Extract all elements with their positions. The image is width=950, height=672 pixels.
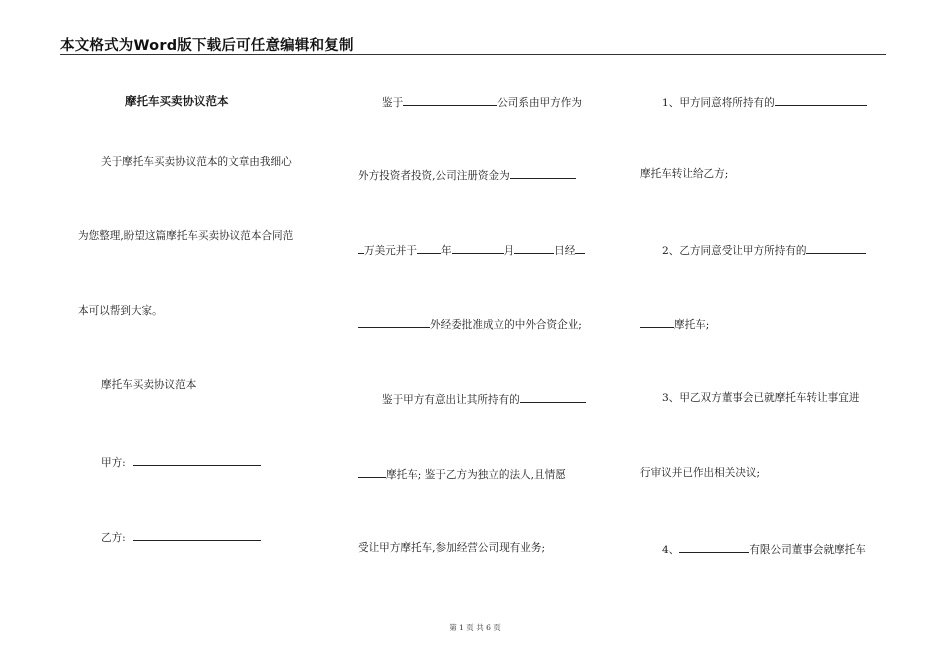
party-a-line: [101, 454, 261, 470]
text-segment: 有限公司董事会就摩托车: [749, 544, 866, 556]
accept-blank: [806, 242, 866, 254]
text-segment: 年: [440, 245, 452, 257]
month-blank: [452, 242, 504, 254]
col3-line-1: [662, 94, 867, 110]
col3-line-5: 3、甲乙双方董事会已就摩托车转让事宜进: [662, 392, 860, 404]
text-segment: 鉴于: [382, 97, 404, 109]
party-b-label: 乙方:: [101, 532, 126, 544]
transfer-blank: [775, 94, 867, 106]
party-b-blank: [133, 529, 261, 541]
col2-line-6: [358, 466, 566, 482]
col3-line-4: [640, 316, 709, 332]
col3-line-6: 行审议并已作出相关决议;: [640, 467, 761, 479]
col2-line-4: [358, 316, 582, 332]
col3-line-3: [662, 242, 866, 258]
holding-blank: [520, 391, 586, 403]
col3-line-7: [662, 541, 866, 557]
text-segment: 外方投资者投资,公司注册资金为: [358, 170, 510, 182]
text-segment: 月: [503, 245, 515, 257]
col2-line-5: [382, 391, 586, 407]
capital-blank: [510, 167, 576, 179]
year-blank: [417, 242, 441, 254]
trailing-blank: [575, 242, 585, 254]
company-name-blank: [679, 541, 749, 553]
col2-line-2: [358, 167, 576, 183]
text-segment: 1、甲方同意将所持有的: [662, 97, 775, 109]
text-segment: 外经委批准成立的中外合资企业;: [430, 319, 582, 331]
quantity-blank: [358, 466, 386, 478]
document-header: 本文格式为Word版下载后可任意编辑和复制: [60, 38, 354, 54]
text-segment: 4、: [662, 544, 680, 556]
party-a-blank: [133, 454, 261, 466]
col3-line-2: 摩托车转让给乙方;: [640, 168, 729, 180]
day-blank: [514, 242, 554, 254]
agreement-subtitle: 摩托车买卖协议范本: [101, 379, 197, 391]
company-blank: [403, 94, 497, 106]
col2-line-7: 受让甲方摩托车,参加经营公司现有业务;: [358, 542, 546, 554]
text-segment: 万美元并于: [364, 245, 417, 257]
col2-line-3: [358, 242, 585, 258]
text-segment: 2、乙方同意受让甲方所持有的: [662, 245, 807, 257]
text-segment: 摩托车; 鉴于乙方为独立的法人,且情愿: [386, 469, 566, 481]
col2-line-1: [382, 94, 582, 110]
text-segment: 鉴于甲方有意出让其所持有的: [382, 394, 520, 406]
text-segment: 公司系由甲方作为: [497, 97, 582, 109]
motorcycle-qty-blank: [640, 316, 674, 328]
party-a-label: 甲方:: [101, 457, 126, 469]
text-segment: 摩托车;: [674, 319, 710, 331]
page-number: 第 1 页 共 6 页: [449, 623, 501, 632]
document-title: 摩托车买卖协议范本: [125, 94, 229, 108]
header-divider: [60, 54, 886, 55]
intro-line-1: 关于摩托车买卖协议范本的文章由我细心: [101, 156, 292, 168]
intro-line-2: 为您整理,盼望这篇摩托车买卖协议范本合同范: [78, 230, 294, 242]
party-b-line: [101, 529, 261, 545]
intro-line-3: 本可以帮到大家。: [78, 305, 163, 317]
authority-blank: [358, 316, 430, 328]
text-segment: 日经: [554, 245, 576, 257]
